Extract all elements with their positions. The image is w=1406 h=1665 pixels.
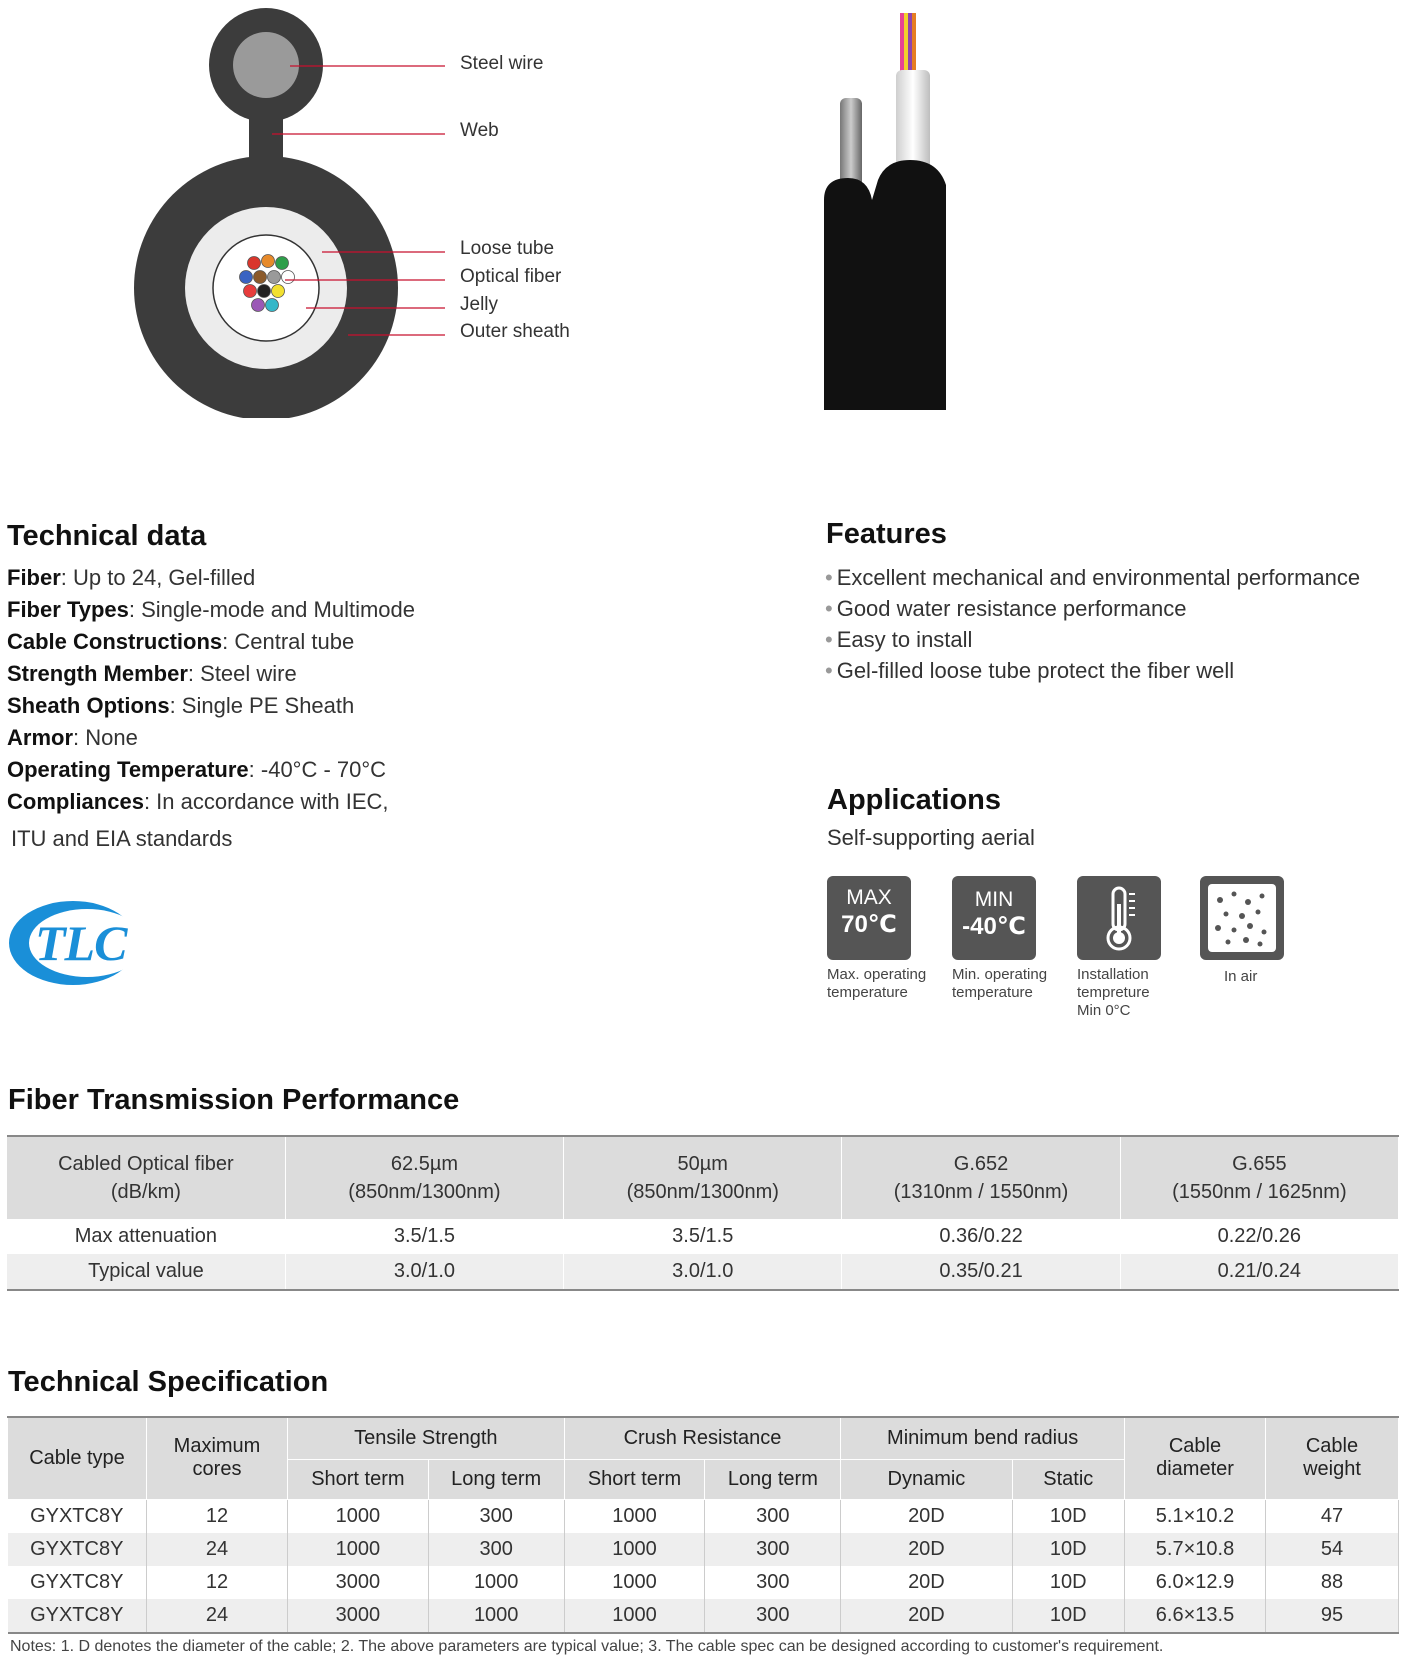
header-line: weight	[1303, 1458, 1361, 1481]
header-line: cores	[192, 1458, 242, 1481]
technical-data-key: Operating Temperature	[7, 757, 249, 782]
feature-item	[825, 658, 1234, 684]
fiber-core	[262, 255, 275, 268]
technical-data-key: Armor	[7, 725, 74, 750]
performance-cell: 3.0/1.0	[285, 1254, 563, 1290]
specification-cell: 6.0×12.9	[1125, 1566, 1266, 1599]
label-jelly: Jelly	[460, 294, 499, 315]
performance-cell: Typical value	[7, 1254, 285, 1290]
specification-cell: 88	[1266, 1566, 1399, 1599]
specification-cell: 10D	[1012, 1533, 1124, 1566]
header-crush-short: Short term	[564, 1459, 705, 1499]
specification-cell: 12	[147, 1499, 288, 1533]
header-line: (850nm/1300nm)	[348, 1181, 501, 1203]
performance-cell: 0.21/0.24	[1120, 1254, 1398, 1290]
specification-cell: 1000	[564, 1499, 705, 1533]
bullet-icon: •	[825, 658, 833, 683]
performance-header	[842, 1136, 1120, 1219]
technical-data-item	[7, 597, 415, 623]
specification-table	[7, 1416, 1399, 1634]
technical-data-value: : Up to 24, Gel-filled	[60, 565, 256, 590]
bullet-icon: •	[825, 627, 833, 652]
fiber-core	[266, 299, 279, 312]
performance-title: Fiber Transmission Performance	[8, 1084, 460, 1116]
specification-cell: GYXTC8Y	[8, 1566, 147, 1599]
caption-line: In air	[1224, 968, 1258, 985]
fiber-core	[272, 285, 285, 298]
caption-line: Min 0°C	[1077, 1002, 1131, 1019]
specification-cell: 47	[1266, 1499, 1399, 1533]
header-line: diameter	[1156, 1458, 1234, 1481]
technical-data-item	[7, 661, 297, 687]
fiber-core	[254, 271, 267, 284]
in-air-caption	[1224, 968, 1257, 986]
caption-line: Max. operating	[827, 966, 927, 983]
feature-item	[825, 596, 1186, 622]
technical-data-title: Technical data	[7, 520, 207, 552]
performance-cell: 3.0/1.0	[564, 1254, 842, 1290]
header-bend-dynamic: Dynamic	[841, 1459, 1012, 1499]
label-outer-sheath: Outer sheath	[460, 321, 570, 342]
performance-row	[7, 1254, 1399, 1290]
header-tensile-long: Long term	[428, 1459, 564, 1499]
specification-cell: 1000	[288, 1499, 429, 1533]
performance-header	[564, 1136, 842, 1219]
performance-header	[1120, 1136, 1398, 1219]
tlc-logo	[7, 900, 139, 986]
installation-caption	[1077, 966, 1150, 1020]
header-crush: Crush Resistance	[564, 1417, 841, 1459]
header-diameter	[1125, 1417, 1266, 1499]
specification-cell: 300	[705, 1599, 841, 1633]
technical-data-item	[7, 629, 354, 655]
specification-cell: 20D	[841, 1499, 1012, 1533]
header-cable-type: Cable type	[8, 1417, 147, 1499]
technical-data-key: Fiber Types	[7, 597, 129, 622]
header-line: Cable	[1168, 1435, 1222, 1458]
specification-row	[8, 1566, 1399, 1599]
technical-data-item	[7, 693, 354, 719]
fiber-core	[268, 271, 281, 284]
performance-header	[7, 1136, 285, 1219]
specification-row	[8, 1499, 1399, 1533]
caption-line: Min. operating	[952, 966, 1048, 983]
header-line: (1550nm / 1625nm)	[1172, 1181, 1347, 1203]
header-line: (1310nm / 1550nm)	[893, 1181, 1069, 1203]
specification-cell: 1000	[564, 1533, 705, 1566]
specification-cell: 10D	[1012, 1566, 1124, 1599]
feature-text: Excellent mechanical and environmental performance	[836, 565, 1361, 590]
technical-data-item	[7, 757, 386, 783]
in-air-icon	[1200, 876, 1284, 960]
specification-cell: 1000	[564, 1599, 705, 1633]
specification-cell: 54	[1266, 1533, 1399, 1566]
max-temp-icon-top: MAX	[846, 886, 892, 909]
specification-cell: 10D	[1012, 1499, 1124, 1533]
caption-line: Installation	[1077, 966, 1149, 983]
performance-cell: 0.35/0.21	[842, 1254, 1120, 1290]
specification-cell: 20D	[841, 1599, 1012, 1633]
specification-cell: 3000	[288, 1599, 429, 1633]
technical-data-value: : None	[73, 725, 138, 750]
technical-data-key: Fiber	[7, 565, 61, 590]
performance-row	[7, 1219, 1399, 1254]
performance-table	[7, 1135, 1399, 1291]
applications-title: Applications	[827, 784, 1002, 816]
feature-text: Easy to install	[836, 627, 973, 652]
performance-cell: Max attenuation	[7, 1219, 285, 1254]
fiber-core	[240, 271, 253, 284]
technical-data-item	[7, 789, 389, 815]
specification-cell: 5.1×10.2	[1125, 1499, 1266, 1533]
technical-data-key: Sheath Options	[7, 693, 170, 718]
fiber-core	[282, 271, 295, 284]
label-steel-wire: Steel wire	[460, 53, 544, 74]
specification-cell: 20D	[841, 1566, 1012, 1599]
performance-cell: 3.5/1.5	[564, 1219, 842, 1254]
header-max-cores	[147, 1417, 288, 1499]
label-optical-fiber: Optical fiber	[460, 266, 562, 287]
performance-header	[285, 1136, 563, 1219]
feature-item	[825, 627, 972, 653]
specification-cell: 300	[428, 1499, 564, 1533]
technical-data-item	[7, 565, 255, 591]
header-line: 50µm	[677, 1153, 728, 1175]
technical-data-value: : In accordance with IEC,	[143, 789, 389, 814]
technical-data-value: : Steel wire	[187, 661, 297, 686]
header-line: 62.5µm	[390, 1153, 458, 1175]
min-temp-icon	[952, 876, 1036, 960]
specification-cell: 1000	[288, 1533, 429, 1566]
specification-cell: 300	[705, 1533, 841, 1566]
technical-data-item	[7, 725, 138, 751]
specification-cell: 1000	[428, 1599, 564, 1633]
specification-cell: 20D	[841, 1533, 1012, 1566]
tlc-logo-text: TLC	[35, 915, 127, 971]
label-web: Web	[460, 120, 499, 141]
feature-text: Gel-filled loose tube protect the fiber well	[836, 658, 1235, 683]
feature-item	[825, 565, 1360, 591]
specification-cell: 5.7×10.8	[1125, 1533, 1266, 1566]
header-weight	[1266, 1417, 1399, 1499]
specification-cell: 300	[428, 1533, 564, 1566]
specification-row	[8, 1599, 1399, 1633]
notes: Notes: 1. D denotes the diameter of the cable; 2. The above parameters are typical value; 3. The cable spec can be designed according to customer's requirement.	[10, 1638, 1164, 1655]
specification-cell: 1000	[564, 1566, 705, 1599]
specification-cell: 24	[147, 1599, 288, 1633]
header-bend-static: Static	[1012, 1459, 1124, 1499]
specification-cell: 300	[705, 1566, 841, 1599]
min-temp-icon-top: MIN	[974, 888, 1014, 911]
specification-cell: 10D	[1012, 1599, 1124, 1633]
features-title: Features	[826, 518, 947, 550]
min-temp-caption	[952, 966, 1047, 1002]
specification-title: Technical Specification	[8, 1366, 329, 1398]
specification-cell: 24	[147, 1533, 288, 1566]
caption-line: temperature	[952, 984, 1033, 1001]
technical-data-value: : -40°C - 70°C	[248, 757, 387, 782]
header-line: G.652	[953, 1153, 1009, 1175]
header-bend: Minimum bend radius	[841, 1417, 1125, 1459]
specification-cell: 1000	[428, 1566, 564, 1599]
caption-line: temperature	[827, 984, 908, 1001]
header-line: G.655	[1232, 1153, 1287, 1175]
cable-product-image	[820, 10, 960, 415]
min-temp-icon-value: -40℃	[962, 913, 1026, 940]
specification-cell: GYXTC8Y	[8, 1499, 147, 1533]
technical-data-key: Compliances	[7, 789, 144, 814]
fiber-core	[248, 257, 261, 270]
fiber-core	[258, 285, 271, 298]
header-line: Cable	[1305, 1435, 1359, 1458]
technical-data-continuation: ITU and EIA standards	[11, 826, 233, 851]
specification-cell: 6.6×13.5	[1125, 1599, 1266, 1633]
technical-data-value: : Single-mode and Multimode	[128, 597, 416, 622]
technical-data-key: Cable Constructions	[7, 629, 223, 654]
bullet-icon: •	[825, 596, 833, 621]
header-line: (dB/km)	[110, 1181, 181, 1203]
header-crush-long: Long term	[705, 1459, 841, 1499]
header-tensile: Tensile Strength	[288, 1417, 565, 1459]
fiber-core	[276, 257, 289, 270]
specification-cell: 12	[147, 1566, 288, 1599]
specification-cell: 95	[1266, 1599, 1399, 1633]
label-loose-tube: Loose tube	[460, 238, 555, 259]
specification-cell: GYXTC8Y	[8, 1599, 147, 1633]
bullet-icon: •	[825, 565, 833, 590]
header-line: Cabled Optical fiber	[58, 1153, 234, 1175]
specification-row	[8, 1533, 1399, 1566]
caption-line: tempreture	[1077, 984, 1150, 1001]
header-line: (850nm/1300nm)	[626, 1181, 779, 1203]
fiber-core	[244, 285, 257, 298]
performance-cell: 0.36/0.22	[842, 1219, 1120, 1254]
applications-subtitle: Self-supporting aerial	[827, 825, 1035, 850]
specification-cell: GYXTC8Y	[8, 1533, 147, 1566]
in-air-graphic	[1200, 876, 1284, 960]
specification-cell: 300	[705, 1499, 841, 1533]
thermometer-graphic	[1077, 876, 1161, 960]
technical-data-value: : Central tube	[222, 629, 355, 654]
technical-data-key: Strength Member	[7, 661, 188, 686]
max-temp-icon	[827, 876, 911, 960]
header-line: Maximum	[173, 1435, 261, 1458]
thermometer-icon	[1077, 876, 1161, 960]
header-tensile-short: Short term	[288, 1459, 429, 1499]
fiber-core	[252, 299, 265, 312]
feature-text: Good water resistance performance	[836, 596, 1187, 621]
max-temp-caption	[827, 966, 926, 1002]
specification-cell: 3000	[288, 1566, 429, 1599]
performance-cell: 3.5/1.5	[285, 1219, 563, 1254]
performance-cell: 0.22/0.26	[1120, 1219, 1398, 1254]
max-temp-icon-value: 70℃	[841, 911, 897, 938]
technical-data-value: : Single PE Sheath	[169, 693, 355, 718]
